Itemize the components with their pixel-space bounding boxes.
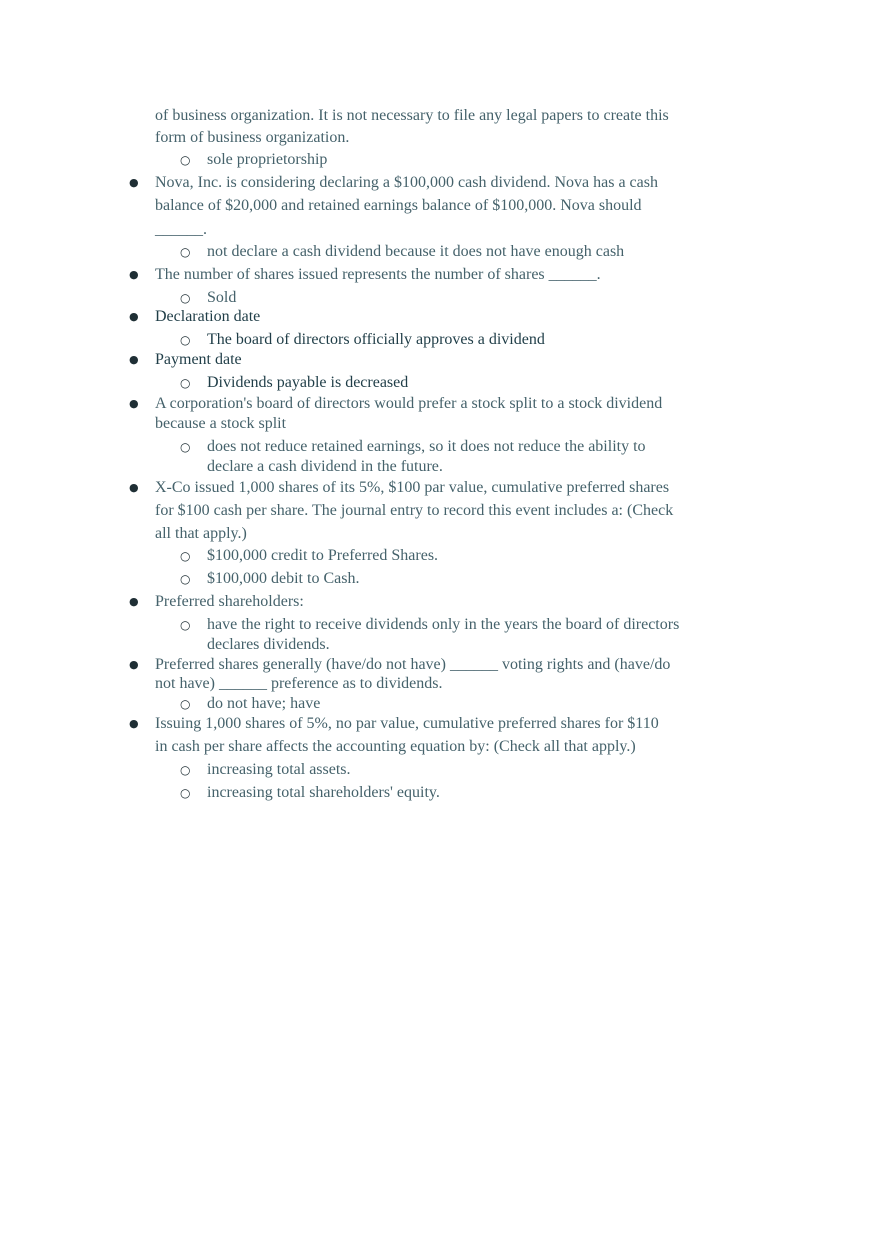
- answer-line: $100,000 credit to Preferred Shares.: [207, 547, 439, 564]
- question-line: Payment date: [155, 351, 242, 368]
- answer-line: $100,000 debit to Cash.: [207, 570, 360, 587]
- question-line: ______.: [155, 221, 207, 238]
- answer-line: not declare a cash dividend because it does not have enough cash: [207, 243, 625, 260]
- bullet-icon: ●: [129, 595, 139, 608]
- question-line: balance of $20,000 and retained earnings balance of $100,000. Nova should: [155, 197, 642, 214]
- question-line: not have) ______ preference as to dividends.: [155, 675, 443, 692]
- question-line: form of business organization.: [155, 129, 350, 146]
- bullet-icon: ●: [129, 310, 139, 323]
- answer-line: declares dividends.: [207, 636, 330, 653]
- question-line: because a stock split: [155, 415, 287, 432]
- sub-bullet-icon: ○: [180, 333, 191, 347]
- bullet-icon: ●: [129, 353, 139, 366]
- question-line: Preferred shareholders:: [155, 593, 304, 610]
- answer-line: The board of directors officially approves a dividend: [207, 331, 545, 348]
- question-line: Declaration date: [155, 308, 261, 325]
- question-line: Preferred shares generally (have/do not have) ______ voting rights and (have/do: [155, 656, 671, 673]
- answer-line: have the right to receive dividends only in the years the board of directors: [207, 616, 680, 633]
- sub-bullet-icon: ○: [180, 697, 191, 711]
- answer-line: Sold: [207, 289, 237, 306]
- question-line: Issuing 1,000 shares of 5%, no par value, cumulative preferred shares for $110: [155, 715, 659, 732]
- sub-bullet-icon: ○: [180, 786, 191, 800]
- question-line: all that apply.): [155, 525, 247, 542]
- bullet-icon: ●: [129, 268, 139, 281]
- sub-bullet-icon: ○: [180, 153, 191, 167]
- answer-line: does not reduce retained earnings, so it does not reduce the ability to: [207, 438, 646, 455]
- sub-bullet-icon: ○: [180, 763, 191, 777]
- question-line: of business organization. It is not necessary to file any legal papers to create this: [155, 107, 669, 124]
- sub-bullet-icon: ○: [180, 549, 191, 563]
- answer-line: do not have; have: [207, 695, 321, 712]
- question-line: in cash per share affects the accounting equation by: (Check all that apply.): [155, 738, 636, 755]
- answer-line: increasing total assets.: [207, 761, 351, 778]
- question-line: The number of shares issued represents the number of shares ______.: [155, 266, 601, 283]
- bullet-icon: ●: [129, 717, 139, 730]
- bullet-icon: ●: [129, 658, 139, 671]
- question-line: Nova, Inc. is considering declaring a $100,000 cash dividend. Nova has a cash: [155, 174, 658, 191]
- sub-bullet-icon: ○: [180, 245, 191, 259]
- answer-line: declare a cash dividend in the future.: [207, 458, 443, 475]
- sub-bullet-icon: ○: [180, 376, 191, 390]
- sub-bullet-icon: ○: [180, 440, 191, 454]
- answer-line: Dividends payable is decreased: [207, 374, 409, 391]
- bullet-icon: ●: [129, 481, 139, 494]
- question-line: X-Co issued 1,000 shares of its 5%, $100 par value, cumulative preferred shares: [155, 479, 670, 496]
- question-line: A corporation's board of directors would prefer a stock split to a stock dividend: [155, 395, 663, 412]
- answer-line: sole proprietorship: [207, 151, 328, 168]
- bullet-icon: ●: [129, 397, 139, 410]
- sub-bullet-icon: ○: [180, 291, 191, 305]
- bullet-icon: ●: [129, 176, 139, 189]
- sub-bullet-icon: ○: [180, 572, 191, 586]
- answer-line: increasing total shareholders' equity.: [207, 784, 440, 801]
- sub-bullet-icon: ○: [180, 618, 191, 632]
- question-line: for $100 cash per share. The journal entry to record this event includes a: (Check: [155, 502, 674, 519]
